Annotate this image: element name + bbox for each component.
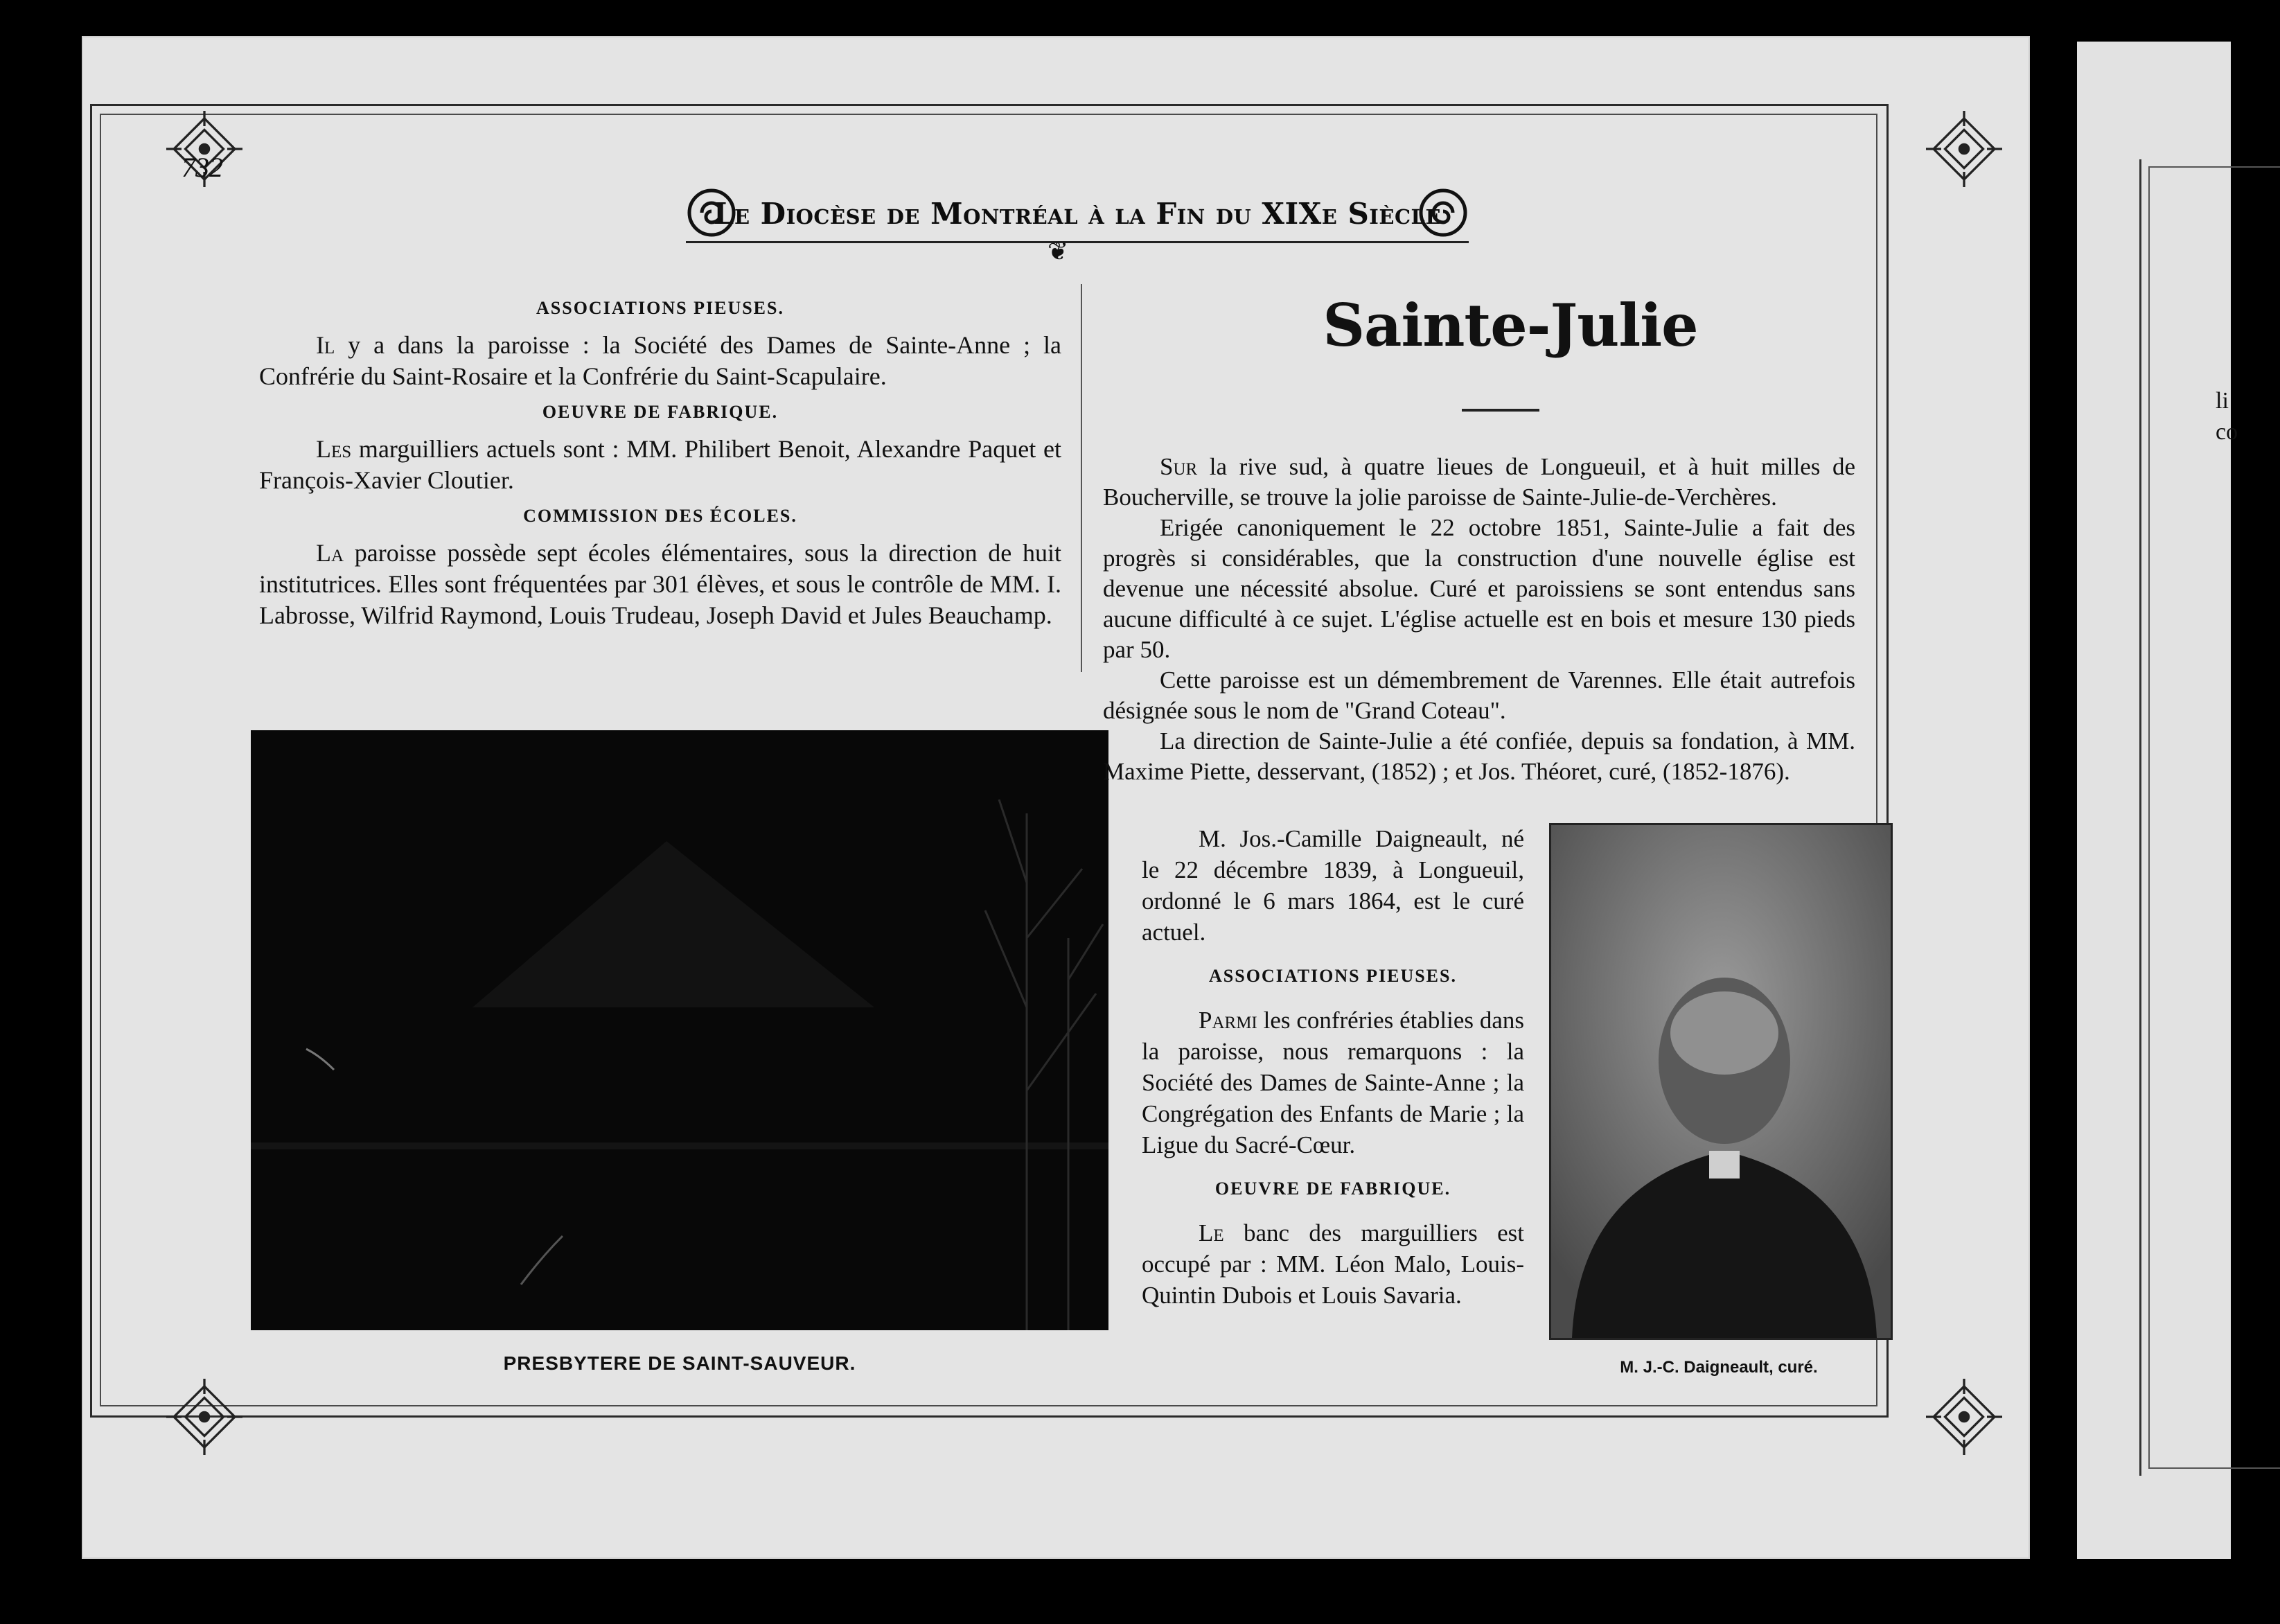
running-header: [686, 186, 1469, 243]
section-paragraph: Il y a dans la paroisse : la Société des Dames de Sainte-Anne ; la Confrérie du Saint-Rosaire et la Confrérie du Saint-Scapulaire.: [259, 331, 1061, 390]
section-heading: OEUVRE DE FABRIQUE.: [1214, 1179, 1451, 1199]
running-title: Le Diocèse de Montréal à la Fin du XIXe Siècle: [713, 196, 1442, 231]
section-paragraph: La paroisse possède sept écoles élémentaires, sous la direction de huit institutrices. Elles sont fréquentées par 301 élèves, et sous le contrôle de MM. I. Labrosse, Wilfrid Raymond, Louis Trudeau, Joseph David et Jules Beauchamp.: [259, 539, 1061, 629]
fleuron-ornament-icon: ❦: [1048, 238, 1069, 265]
portrait-caption: M. J.-C. Daigneault, curé.: [1620, 1358, 1818, 1377]
scan-border: [0, 1559, 2231, 1624]
photo-caption: PRESBYTERE DE SAINT-SAUVEUR.: [503, 1352, 856, 1374]
section-heading: ASSOCIATIONS PIEUSES.: [1209, 966, 1457, 986]
section-paragraph: Les marguilliers actuels sont : MM. Philibert Benoit, Alexandre Paquet et François-Xavier Cloutier.: [259, 435, 1061, 494]
corner-ornament-icon: [166, 1379, 242, 1455]
body-paragraph: Erigée canoniquement le 22 octobre 1851, Sainte-Julie a fait des progrès si considérables, que la construction d'une nouvelle église est devenue une nécessité absolue. Curé et paroissiens se sont entendus sans aucune difficulté à ce sujet. L'église actuelle est en bois et mesure 130 pieds par 50.: [1103, 514, 1855, 663]
section-heading: COMMISSION DES ÉCOLES.: [523, 506, 797, 526]
adjacent-page-edge: [2077, 42, 2238, 1566]
left-column: [259, 298, 1061, 641]
section-heading: ASSOCIATIONS PIEUSES.: [536, 298, 784, 318]
cure-portrait-photo: [1549, 823, 1893, 1340]
page-number: 732: [182, 152, 223, 183]
presbytere-photo: [251, 730, 1108, 1330]
column-divider: [1081, 284, 1082, 672]
body-paragraph: Cette paroisse est un démembrement de Varennes. Elle était autrefois désignée sous le nom de "Grand Coteau".: [1103, 667, 1855, 724]
right-column: [1103, 452, 1855, 797]
section-paragraph: Le banc des marguilliers est occupé par : MM. Léon Malo, Louis-Quintin Dubois et Louis Savaria.: [1142, 1219, 1524, 1309]
adjacent-page-fragment: li: [2216, 388, 2229, 414]
section-heading: OEUVRE DE FABRIQUE.: [542, 402, 779, 422]
swirl-ornament-icon: [686, 187, 737, 238]
body-paragraph: Sur la rive sud, à quatre lieues de Longueuil, et à huit milles de Boucherville, se trouve la jolie paroisse de Sainte-Julie-de-Verchères.: [1103, 453, 1855, 511]
swirl-ornament-icon: [1417, 187, 1469, 238]
parish-title: Sainte-Julie: [1323, 291, 1698, 360]
title-rule: [1462, 409, 1539, 412]
adjacent-page-fragment: co: [2216, 419, 2238, 445]
adjacent-page-frame: [2139, 159, 2280, 1476]
wrap-column: [1142, 823, 1524, 1318]
corner-ornament-icon: [1926, 111, 2002, 187]
corner-ornament-icon: [1926, 1379, 2002, 1455]
body-paragraph: M. Jos.-Camille Daigneault, né le 22 décembre 1839, à Longueuil, ordonné le 6 mars 1864, est le curé actuel.: [1142, 825, 1524, 946]
body-paragraph: La direction de Sainte-Julie a été confiée, depuis sa fondation, à MM. Maxime Piette, desservant, (1852) ; et Jos. Théoret, curé, (1852-1876).: [1103, 727, 1855, 785]
section-paragraph: Parmi les confréries établies dans la paroisse, nous remarquons : la Société des Dames de Sainte-Anne ; la Congrégation des Enfants de Marie ; la Ligue du Sacré-Cœur.: [1142, 1007, 1524, 1158]
